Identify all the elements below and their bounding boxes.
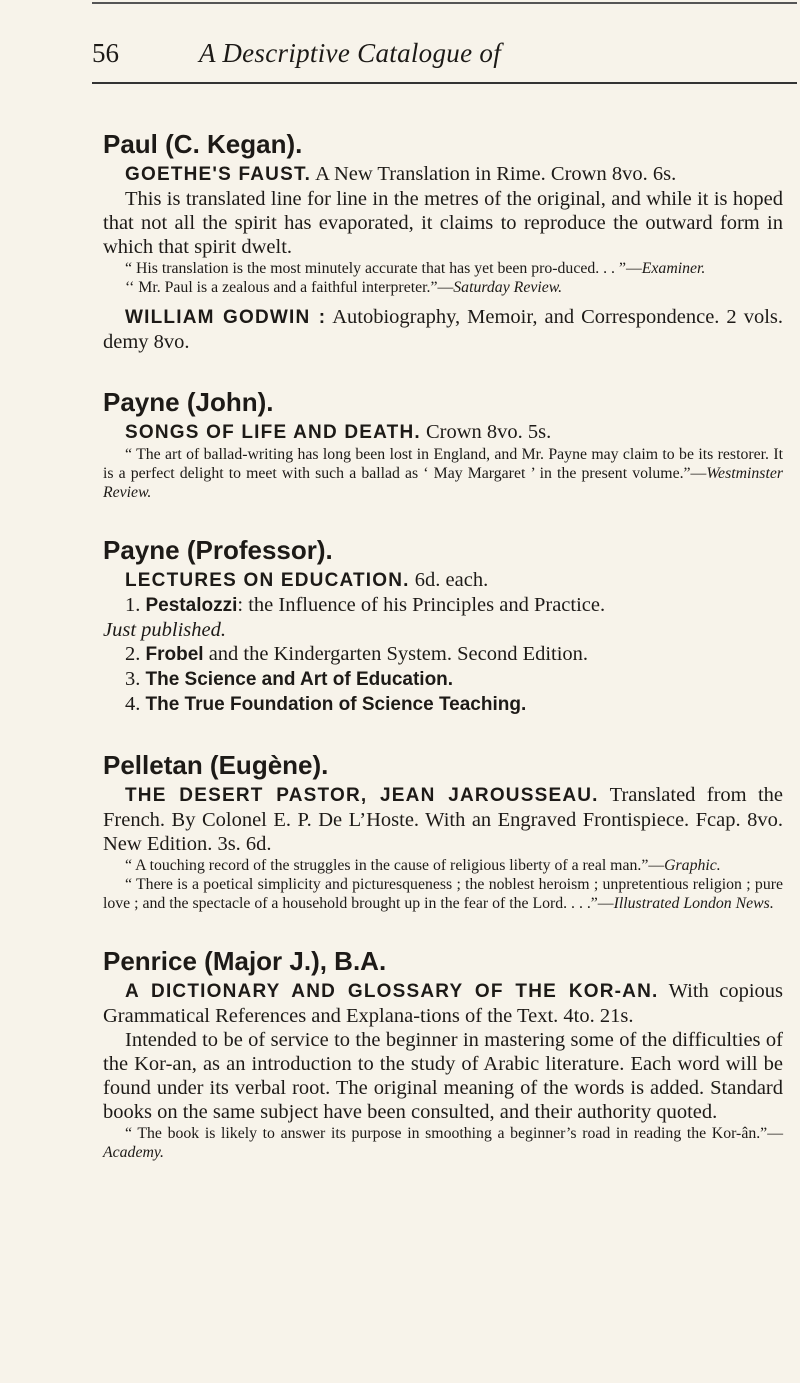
item-number: 1. <box>125 594 141 616</box>
top-rule <box>92 2 797 4</box>
quote-text: ‘‘ Mr. Paul is a zealous and a faithful interpreter.”— <box>125 279 454 296</box>
entry-penrice <box>103 945 783 1162</box>
item-number: 2. <box>125 643 141 665</box>
book-entry-desert-pastor <box>103 783 783 856</box>
entry-payne-john <box>103 386 783 502</box>
author-heading: Payne (John). <box>103 387 274 417</box>
book-details: A New Translation in Rime. Crown 8vo. 6s. <box>311 163 677 185</box>
review-quote <box>103 278 783 297</box>
book-entry-dictionary <box>103 979 783 1028</box>
running-title: A Descriptive Catalogue of <box>199 38 502 68</box>
item-note <box>103 618 783 642</box>
author-heading: Payne (Professor). <box>103 535 333 565</box>
item-number: 3. <box>125 668 141 690</box>
lecture-item <box>103 642 783 667</box>
book-details: 6d. each. <box>409 569 489 591</box>
book-description: This is translated line for line in the metres of the original, and while it is hoped that not all the spirit has evaporated, it claims to reproduce the outward form in which that spirit dwelt. <box>103 188 783 258</box>
entry-payne-professor <box>103 534 783 717</box>
catalogue-content <box>103 128 783 1172</box>
quote-source: Illustrated London News. <box>613 895 774 912</box>
quote-source: Westminster Review. <box>103 465 783 501</box>
book-title: WILLIAM GODWIN : <box>125 307 327 328</box>
review-quote <box>103 875 783 913</box>
quote-text: “ There is a poetical simplicity and picturesqueness ; the noblest heroism ; unpretentious religion ; pure love ; and the spectacle of a household brought up in the fear of the Lord. . . .”— <box>103 876 783 912</box>
book-entry-songs <box>103 420 783 445</box>
book-title: GOETHE'S FAUST. <box>125 164 312 185</box>
quote-text: “ His translation is the most minutely accurate that has yet been pro-duced. . . ”— <box>125 260 642 277</box>
author-heading: Pelletan (Eugène). <box>103 750 329 780</box>
book-title: SONGS OF LIFE AND DEATH. <box>125 422 421 443</box>
item-number: 4. <box>125 693 141 715</box>
quote-source: Saturday Review. <box>453 279 563 296</box>
item-details: and the Kindergarten System. Second Edition. <box>203 643 589 665</box>
lecture-item <box>103 593 783 618</box>
quote-text: “ A touching record of the struggles in the cause of religious liberty of a real man.”— <box>125 857 665 874</box>
review-quote <box>103 445 783 502</box>
author-heading: Penrice (Major J.), B.A. <box>103 946 387 976</box>
item-title: Frobel <box>145 644 204 665</box>
book-entry-godwin <box>103 305 783 354</box>
author-heading: Paul (C. Kegan). <box>103 129 303 159</box>
item-title: The Science and Art of Education. <box>145 669 454 690</box>
head-rule <box>92 82 797 84</box>
lecture-item <box>103 667 783 692</box>
review-quote <box>103 856 783 875</box>
page-number: 56 <box>92 38 119 68</box>
item-details: : the Influence of his Principles and Practice. <box>237 594 606 616</box>
book-details: With copious Grammatical References and Explana-tions of the Text. 4to. 21s. <box>103 980 783 1027</box>
quote-source: Academy. <box>103 1144 164 1161</box>
book-title: LECTURES ON EDUCATION. <box>125 570 410 591</box>
item-note-text: Just published. <box>103 619 226 641</box>
lecture-item <box>103 692 783 717</box>
book-details: Translated from the French. By Colonel E. P. De L’Hoste. With an Engraved Frontispiece. Fcap. 8vo. New Edition. 3s. 6d. <box>103 784 783 855</box>
quote-source: Graphic. <box>664 857 721 874</box>
review-quote <box>103 1124 783 1162</box>
item-title: Pestalozzi <box>145 595 238 616</box>
quote-text: “ The book is likely to answer its purpose in smoothing a beginner’s road in reading the Kor-ân.”— <box>125 1125 783 1142</box>
entry-pelletan <box>103 749 783 913</box>
book-description: Intended to be of service to the beginner in mastering some of the difficulties of the Kor-an, as an introduction to the study of Arabic literature. Each word will be found under its verbal root. The original meaning of the words is added. Standard books on the same subject have been consulted, and their authority quoted. <box>103 1029 783 1123</box>
item-title: The True Foundation of Science Teaching. <box>145 694 527 715</box>
book-entry-lectures <box>103 568 783 593</box>
quote-source: Examiner. <box>641 260 706 277</box>
book-details: Autobiography, Memoir, and Correspondence. 2 vols. demy 8vo. <box>103 306 783 353</box>
entry-kegan <box>103 128 783 354</box>
quote-text: “ The art of ballad-writing has long been lost in England, and Mr. Payne may claim to be its restorer. It is a perfect delight to meet with such a ballad as ‘ May Margaret ’ in the present volume.”— <box>103 446 783 482</box>
book-entry-faust <box>103 162 783 187</box>
running-head <box>92 38 797 78</box>
book-details: Crown 8vo. 5s. <box>420 421 552 443</box>
review-quote <box>103 259 783 278</box>
book-title: A DICTIONARY AND GLOSSARY OF THE KOR-AN. <box>125 981 659 1002</box>
book-title: THE DESERT PASTOR, JEAN JAROUSSEAU. <box>125 785 599 806</box>
